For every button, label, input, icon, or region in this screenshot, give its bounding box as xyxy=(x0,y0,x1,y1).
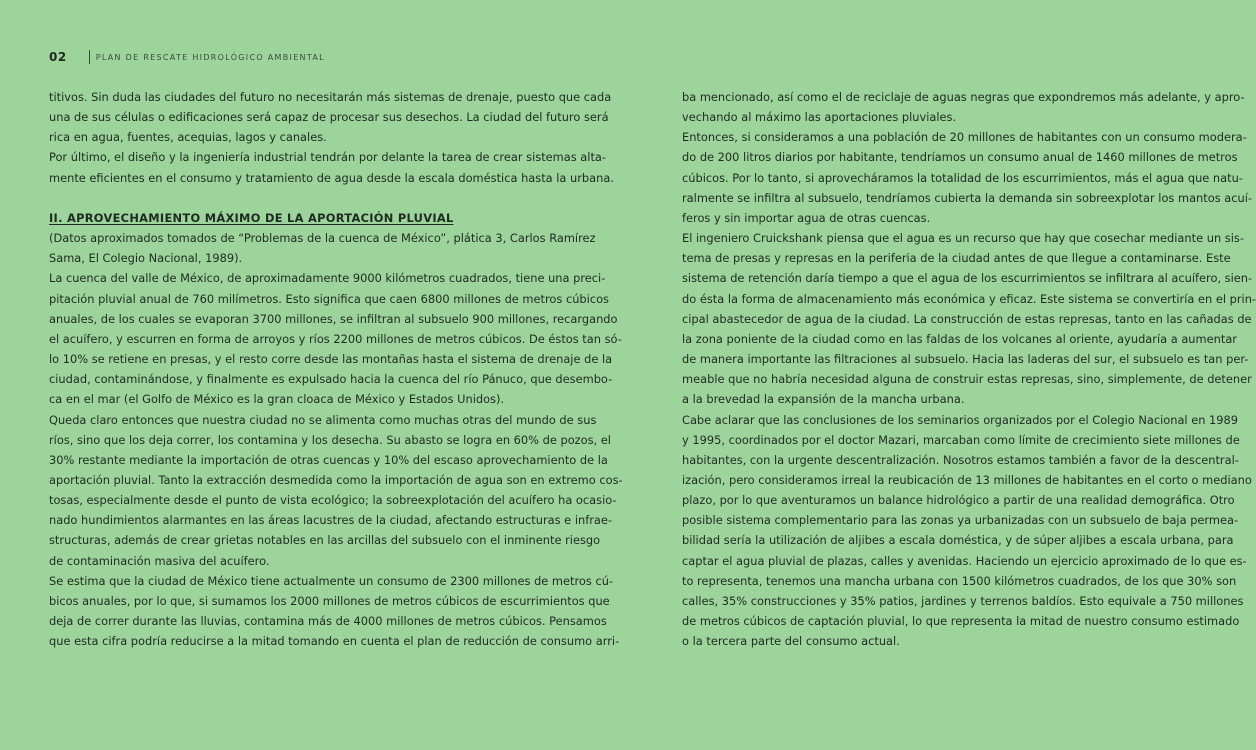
text-line: ciudad, contaminándose, y finalmente es expulsado hacia la cuenca del río Pánuco, que desembo- xyxy=(49,372,613,387)
text-line: ca en el mar (el Golfo de México es la gran cloaca de México y Estados Unidos). xyxy=(49,392,505,407)
text-line: y 1995, coordinados por el doctor Mazari, marcaban como límite de crecimiento siete millones de xyxy=(682,432,1240,447)
text-line: to representa, tenemos una mancha urbana con 1500 kilómetros cuadrados, de los que 30% son xyxy=(682,573,1237,588)
text-line: anuales, de los cuales se evaporan 3700 millones, se infiltran al subsuelo 900 millones, recargando xyxy=(49,311,618,326)
text-line: plazo, por lo que aventuramos un balance hidrológico a partir de una realidad demográfica. Otro xyxy=(682,493,1235,508)
text-line: cipal abastecedor de agua de la ciudad. La construcción de estas represas, tanto en las cañadas de xyxy=(682,311,1252,326)
text-line: ralmente se infiltra al subsuelo, tendríamos cubierta la demanda sin sobreexplotar los mantos acuí- xyxy=(682,190,1252,205)
text-line: habitantes, con la urgente descentralización. Nosotros estamos también a favor de la descentral- xyxy=(682,452,1239,467)
text-line: de contaminación masiva del acuífero. xyxy=(49,553,270,568)
text-line: Sama, El Colegio Nacional, 1989). xyxy=(49,251,243,266)
text-line: 30% restante mediante la importación de otras cuencas y 10% del escaso aprovechamiento de la xyxy=(49,452,608,467)
text-line: deja de correr durante las lluvias, contamina más de 4000 millones de metros cúbicos. Pensamos xyxy=(49,614,607,629)
text-line: tosas, especialmente desde el punto de vista ecológico; la sobreexplotación del acuífero ha ocasio- xyxy=(49,493,617,508)
text-line: calles, 35% construcciones y 35% patios, jardines y terrenos baldíos. Esto equivale a 750 millones xyxy=(682,593,1244,608)
running-title: PLAN DE RESCATE HIDROLÓGICO AMBIENTAL xyxy=(95,52,325,62)
text-line: feros y sin importar agua de otras cuencas. xyxy=(682,210,931,225)
text-line: rica en agua, fuentes, acequias, lagos y canales. xyxy=(49,130,327,145)
text-line: cúbicos. Por lo tanto, si aprovecháramos la totalidad de los escurrimientos, más el agua que natu- xyxy=(682,170,1243,185)
text-line: lo 10% se retiene en presas, y el resto corre desde las montañas hasta el sistema de drenaje de la xyxy=(49,352,613,367)
text-line: Entonces, si consideramos a una población de 20 millones de habitantes con un consumo modera- xyxy=(682,130,1247,145)
text-line: La cuenca del valle de México, de aproximadamente 9000 kilómetros cuadrados, tiene una preci- xyxy=(49,271,606,286)
text-line: vechando al máximo las aportaciones pluviales. xyxy=(682,110,957,125)
text-line: mente eficientes en el consumo y tratamiento de agua desde la escala doméstica hasta la urbana. xyxy=(49,170,614,185)
text-line: ización, pero consideramos irreal la reubicación de 13 millones de habitantes en el corto o mediano xyxy=(682,472,1252,487)
text-line: tema de presas y represas en la periferia de la ciudad antes de que llegue a contaminarse. Este xyxy=(682,251,1231,266)
page-number: 02 xyxy=(49,50,67,64)
text-line: de manera importante las filtraciones al subsuelo. Hacia las laderas del sur, el subsuelo es tan per- xyxy=(682,352,1249,367)
section-heading-text: II. APROVECHAMIENTO MÁXIMO DE LA APORTACIÓN PLUVIAL xyxy=(49,210,454,225)
text-line: titivos. Sin duda las ciudades del futuro no necesitarán más sistemas de drenaje, puesto que cada xyxy=(49,90,612,104)
text-line: captar el agua pluvial de plazas, calles y avenidas. Haciendo un ejercicio aproximado de lo que es- xyxy=(682,553,1247,568)
header-divider xyxy=(89,50,90,64)
text-line: Queda claro entonces que nuestra ciudad no se alimenta como muchas otras del mundo de sus xyxy=(49,412,597,427)
text-line: Por último, el diseño y la ingeniería industrial tendrán por delante la tarea de crear sistemas alta- xyxy=(49,150,607,165)
text-line: El ingeniero Cruickshank piensa que el agua es un recurso que hay que cosechar mediante un sis- xyxy=(682,231,1244,246)
text-line: posible sistema complementario para las zonas ya urbanizadas con un subsuelo de baja permea- xyxy=(682,513,1239,528)
text-line: bicos anuales, por lo que, si sumamos los 2000 millones de metros cúbicos de escurrimientos que xyxy=(49,593,610,608)
left-text-column xyxy=(49,87,623,651)
text-line: una de sus células o edificaciones será capaz de procesar sus desechos. La ciudad del futuro será xyxy=(49,110,609,125)
text-line: do ésta la forma de almacenamiento más económica y eficaz. Este sistema se convertiría en el prin- xyxy=(682,291,1256,306)
text-line: aportación pluvial. Tanto la extracción desmedida como la importación de agua son en extremo cos- xyxy=(49,472,623,487)
text-line: o la tercera parte del consumo actual. xyxy=(682,634,900,649)
text-line: que esta cifra podría reducirse a la mitad tomando en cuenta el plan de reducción de consumo arri- xyxy=(49,634,620,649)
text-line xyxy=(49,188,552,208)
text-line: (Datos aproximados tomados de “Problemas de la cuenca de México”, plática 3, Carlos Ramírez xyxy=(49,231,596,246)
text-line: ríos, sino que los deja correr, los contamina y los desecha. Su abasto se logra en 60% de pozos, el xyxy=(49,432,611,447)
text-line: meable que no habría necesidad alguna de construir estas represas, sino, simplemente, de detener xyxy=(682,372,1252,387)
text-line: el acuífero, y escurren en forma de arroyos y ríos 2200 millones de metros cúbicos. De éstos tan só- xyxy=(49,331,622,346)
text-line: a la brevedad la expansión de la mancha urbana. xyxy=(682,392,965,407)
text-line: pitación pluvial anual de 760 milímetros. Esto significa que caen 6800 millones de metros cúbicos xyxy=(49,291,609,306)
text-line: Cabe aclarar que las conclusiones de los seminarios organizados por el Colegio Nacional en 1989 xyxy=(682,412,1239,427)
text-line: de metros cúbicos de captación pluvial, lo que representa la mitad de nuestro consumo estimado xyxy=(682,614,1240,629)
section-heading xyxy=(49,208,552,228)
right-text-column xyxy=(682,87,1256,651)
text-line: structuras, además de crear grietas notables en las arcillas del subsuelo con el inminente riesgo xyxy=(49,533,601,548)
text-line: sistema de retención daría tiempo a que el agua de los escurrimientos se infiltrara al acuífero, sien- xyxy=(682,271,1253,286)
text-line: ba mencionado, así como el de reciclaje de aguas negras que expondremos más adelante, y apro- xyxy=(682,90,1245,104)
text-line: la zona poniente de la ciudad como en las faldas de los volcanes al oriente, ayudaría a aumentar xyxy=(682,331,1237,346)
text-line: Se estima que la ciudad de México tiene actualmente un consumo de 2300 millones de metros cú- xyxy=(49,573,614,588)
text-line: nado hundimientos alarmantes en las áreas lacustres de la ciudad, afectando estructuras e infrae- xyxy=(49,513,612,528)
page-header xyxy=(49,50,325,64)
text-line: bilidad sería la utilización de aljibes a escala doméstica, y de súper aljibes a escala urbana, para xyxy=(682,533,1234,548)
text-line: do de 200 litros diarios por habitante, tendríamos un consumo anual de 1460 millones de metros xyxy=(682,150,1238,165)
